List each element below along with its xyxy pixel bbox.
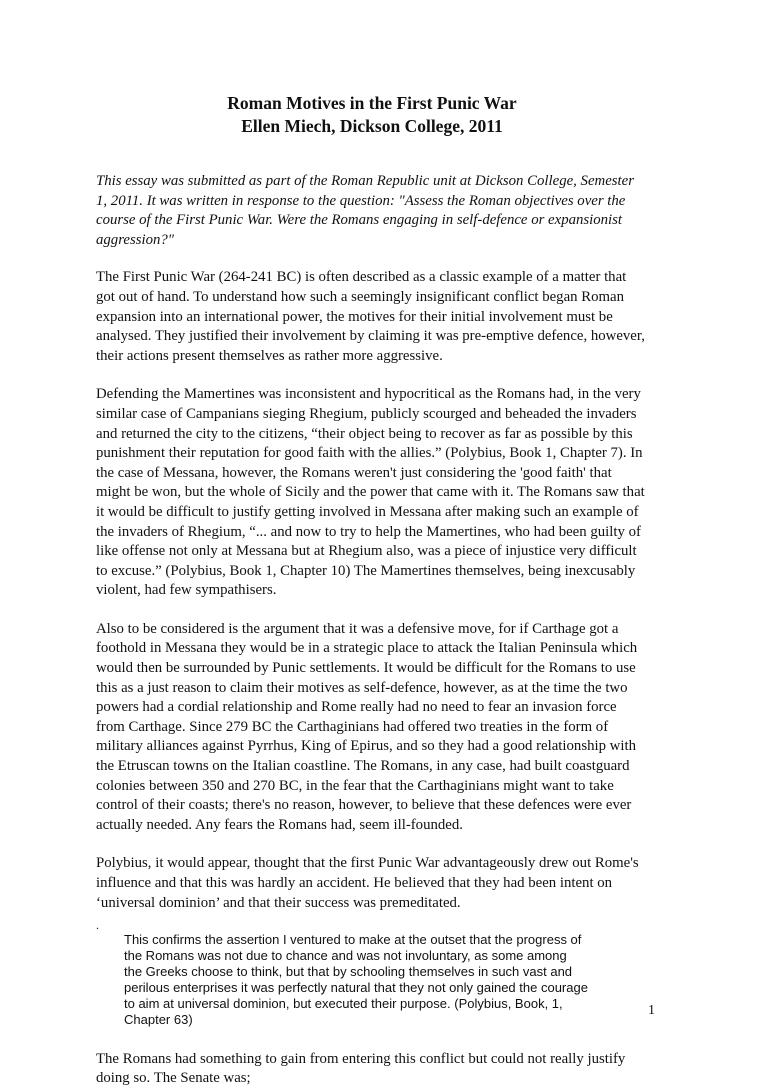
body-paragraph: Also to be considered is the argument that it was a defensive move, for if Carthage got a foothold in Messana they would be in a strategic place to attack the Italian Peninsula which would then be surrounded by Punic settlements. It would be difficult for the Romans to use this as a just reason to claim their motives as self-defence, however, as at the time the two powers had a cordial relationship and Rome really had no need to fear an invasion force from Carthage. Since 279 BC the Carthaginians had offered two treaties in the form of military alliances against Pyrrhus, King of Epirus, and so they had a good relationship with the Etruscan towns on the Italian coastline. The Romans, in any case, had built coastguard colonies between 350 and 270 BC, in the fear that the Carthaginians might want to take control of their coasts; there's no reason, however, to believe that these defences were ever actually needed. Any fears the Romans had, seem ill-founded. [96, 620, 638, 833]
stray-mark: . [96, 918, 99, 933]
block-quote: This confirms the assertion I ventured to make at the outset that the progress of the Romans was not due to chance and was not involuntary, as some among the Greeks choose to think, but that by schooling themselves in such vast and perilous enterprises it was perfectly natural that they not only gained the courage to aim at universal dominion, but executed their purpose. (Polybius, Book, 1, Chapter 63) [124, 932, 588, 1027]
page-number: 1 [648, 1003, 655, 1018]
intro-note: This essay was submitted as part of the Roman Republic unit at Dickson College, Semester 1, 2011. It was written in response to the question: "Assess the Roman objectives over the course of the First Punic War. Were the Romans engaging in self-defence or expansionist aggression?" [96, 173, 634, 248]
closing-paragraph: The Romans had something to gain from entering this conflict but could not really justify doing so. The Senate was; [96, 1050, 626, 1087]
title-block [96, 92, 648, 138]
body-paragraph: Defending the Mamertines was inconsistent and hypocritical as the Romans had, in the very similar case of Campanians sieging Rhegium, publicly scourged and beheaded the invaders and returned the city to the citizens, “their object being to recover as far as possible by this punishment their reputation for good faith with the allies.” (Polybius, Book 1, Chapter 7). In the case of Messana, however, the Romans weren't just considering the 'good faith' that might be won, but the whole of Sicily and the power that came with it. The Romans saw that it would be difficult to justify getting involved in Messana after making such an example of the invaders of Rhegium, “... and now to try to help the Mamertines, who had been guilty of like offense not only at Messana but at Rhegium also, was a piece of injustice very difficult to excuse.” (Polybius, Book 1, Chapter 10) The Mamertines themselves, being inexcusably violent, had few sympathisers. [96, 386, 645, 599]
body-paragraph: The First Punic War (264-241 BC) is often described as a classic example of a matter that got out of hand. To understand how such a seemingly insignificant conflict began Roman expansion into an international power, the motives for their initial involvement must be analysed. They justified their involvement by claiming it was pre-emptive defence, however, their actions present themselves as rather more aggressive. [96, 269, 645, 364]
document-title: Roman Motives in the First Punic War [227, 93, 517, 113]
body-paragraph: Polybius, it would appear, thought that the first Punic War advantageously drew out Rome's influence and that this was hardly an accident. He believed that they had been intent on ‘universal dominion’ and that their success was premeditated. [96, 855, 639, 911]
author-line: Ellen Miech, Dickson College, 2011 [241, 116, 503, 136]
